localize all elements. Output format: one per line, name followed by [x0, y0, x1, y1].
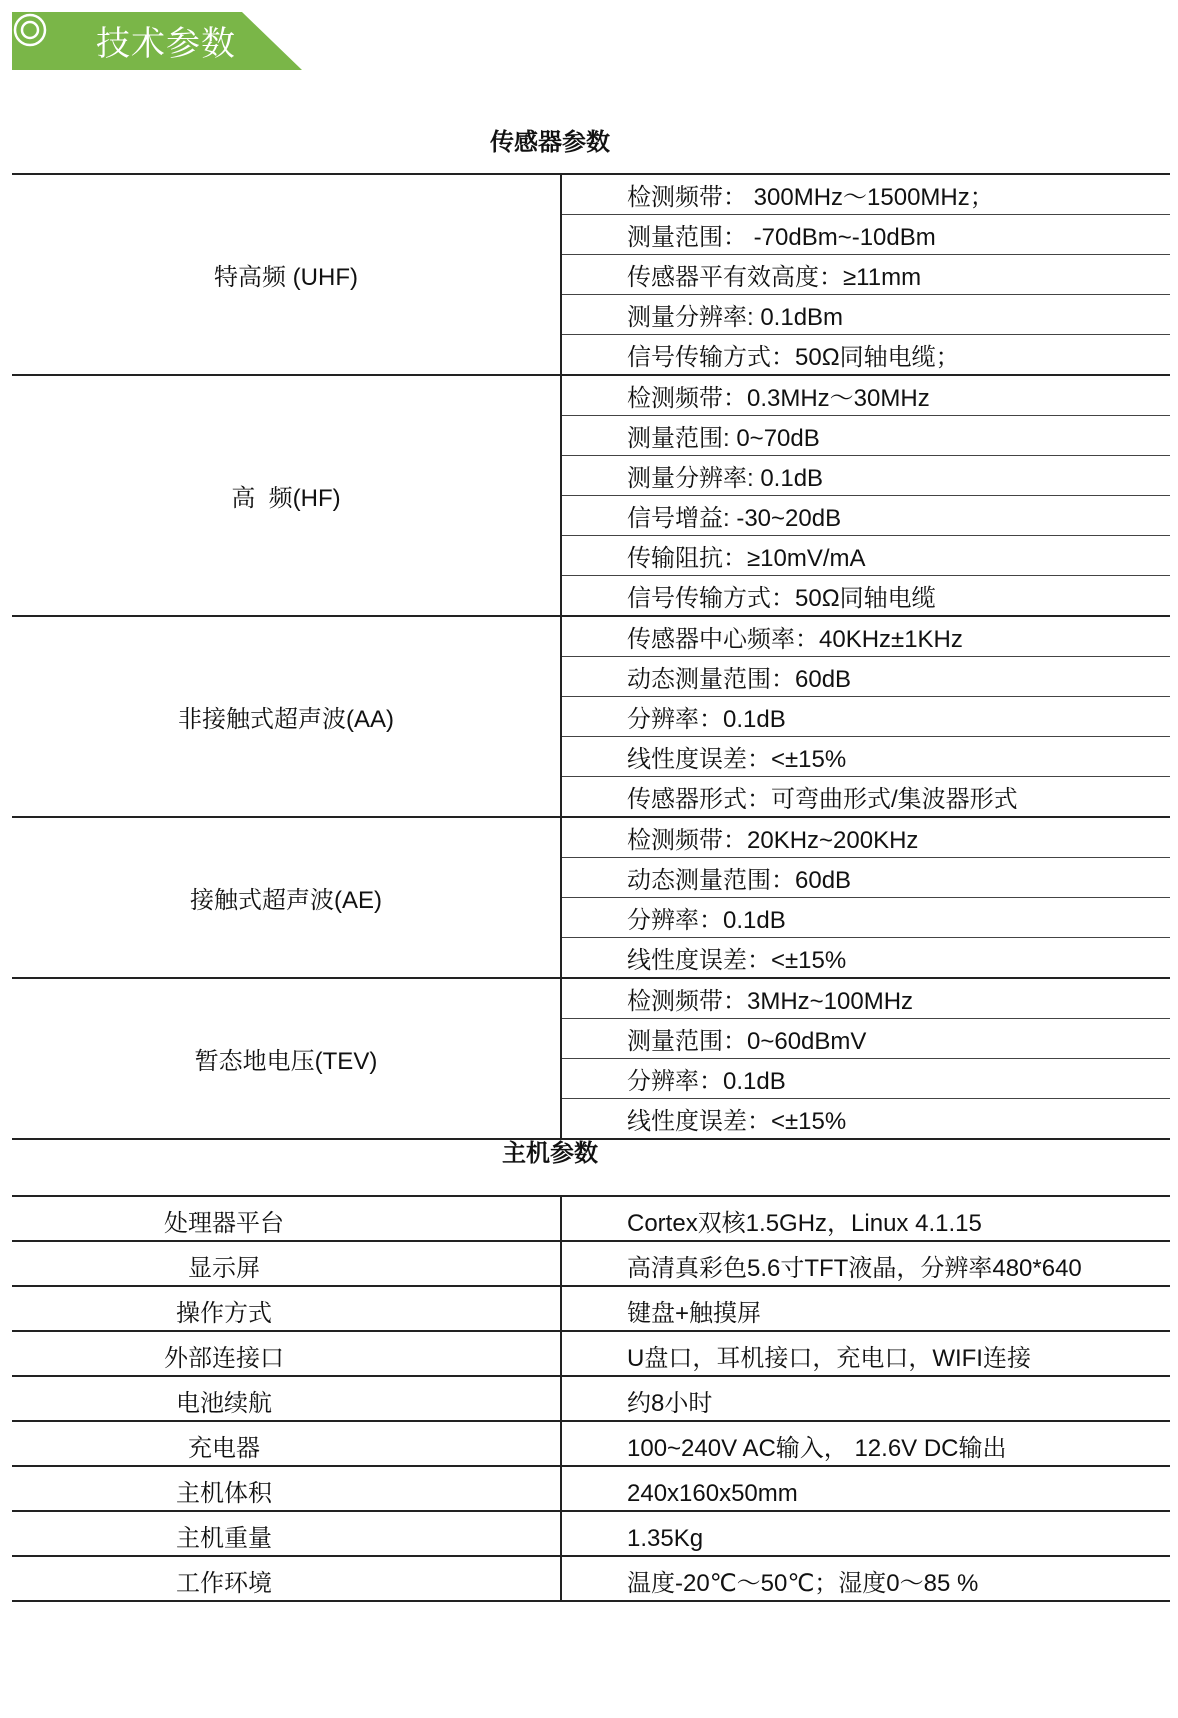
host-param-key: 主机体积: [12, 1466, 561, 1511]
host-param-value: 温度-20℃～50℃；湿度0～85 %: [561, 1556, 1170, 1601]
host-param-key: 工作环境: [12, 1556, 561, 1601]
sensor-spec: 信号传输方式：50Ω同轴电缆；: [561, 335, 1170, 376]
sensor-spec: 传输阻抗：≥10mV/mA: [561, 536, 1170, 576]
host-param-value: 1.35Kg: [561, 1511, 1170, 1556]
sensor-spec: 检测频带：20KHz~200KHz: [561, 817, 1170, 858]
table-row: [12, 1556, 1170, 1601]
sensor-spec: 动态测量范围：60dB: [561, 858, 1170, 898]
host-param-value: Cortex双核1.5GHz，Linux 4.1.15: [561, 1196, 1170, 1241]
sensor-spec: 传感器形式：可弯曲形式/集波器形式: [561, 777, 1170, 818]
host-param-key: 主机重量: [12, 1511, 561, 1556]
sensor-spec: 线性度误差：<±15%: [561, 1099, 1170, 1140]
sensor-spec: 传感器平有效高度：≥11mm: [561, 255, 1170, 295]
host-section-title: 主机参数: [502, 1140, 598, 1167]
sensor-group-name: 暂态地电压(TEV): [12, 978, 561, 1139]
sensor-spec: 线性度误差：<±15%: [561, 737, 1170, 777]
table-row: [12, 1466, 1170, 1511]
double-circle-icon: [12, 12, 48, 48]
host-param-key: 处理器平台: [12, 1196, 561, 1241]
sensor-spec: 信号增益: -30~20dB: [561, 496, 1170, 536]
host-param-value: 键盘+触摸屏: [561, 1286, 1170, 1331]
sensor-spec: 检测频带：3MHz~100MHz: [561, 978, 1170, 1019]
sensor-spec: 测量范围： -70dBm~-10dBm: [561, 215, 1170, 255]
host-param-key: 充电器: [12, 1421, 561, 1466]
host-param-value: 高清真彩色5.6寸TFT液晶，分辨率480*640: [561, 1241, 1170, 1286]
table-row: [12, 1241, 1170, 1286]
sensor-group-name: 高 频(HF): [12, 375, 561, 616]
sensor-group-name: 接触式超声波(AE): [12, 817, 561, 978]
host-param-value: 240x160x50mm: [561, 1466, 1170, 1511]
host-param-value: 100~240V AC输入， 12.6V DC输出: [561, 1421, 1170, 1466]
host-param-value: 约8小时: [561, 1376, 1170, 1421]
table-row: [12, 1511, 1170, 1556]
host-param-key: 电池续航: [12, 1376, 561, 1421]
section-banner: [12, 12, 302, 76]
table-row: [12, 1196, 1170, 1241]
host-params-table: [12, 1195, 1170, 1602]
sensor-spec: 测量范围：0~60dBmV: [561, 1019, 1170, 1059]
sensor-spec: 测量分辨率: 0.1dB: [561, 456, 1170, 496]
sensor-spec: 分辨率：0.1dB: [561, 898, 1170, 938]
table-row: [12, 1421, 1170, 1466]
sensor-spec: 动态测量范围：60dB: [561, 657, 1170, 697]
host-param-key: 显示屏: [12, 1241, 561, 1286]
sensor-spec: 测量分辨率: 0.1dBm: [561, 295, 1170, 335]
table-row: [12, 1286, 1170, 1331]
sensor-spec: 信号传输方式：50Ω同轴电缆: [561, 576, 1170, 617]
table-row: [12, 1331, 1170, 1376]
sensor-spec: 分辨率：0.1dB: [561, 697, 1170, 737]
sensor-params-table: [12, 173, 1170, 1140]
sensor-spec: 传感器中心频率：40KHz±1KHz: [561, 616, 1170, 657]
host-param-key: 外部连接口: [12, 1331, 561, 1376]
sensor-group-name: 特高频 (UHF): [12, 174, 561, 375]
banner-title: 技术参数: [96, 25, 236, 63]
sensor-spec: 分辨率：0.1dB: [561, 1059, 1170, 1099]
sensor-spec: 检测频带：0.3MHz～30MHz: [561, 375, 1170, 416]
sensor-spec: 线性度误差：<±15%: [561, 938, 1170, 979]
host-param-value: U盘口，耳机接口，充电口，WIFI连接: [561, 1331, 1170, 1376]
sensor-group-name: 非接触式超声波(AA): [12, 616, 561, 817]
sensor-section-title: 传感器参数: [490, 129, 610, 156]
table-row: [12, 1376, 1170, 1421]
sensor-spec: 测量范围: 0~70dB: [561, 416, 1170, 456]
sensor-spec: 检测频带： 300MHz～1500MHz；: [561, 174, 1170, 215]
host-param-key: 操作方式: [12, 1286, 561, 1331]
